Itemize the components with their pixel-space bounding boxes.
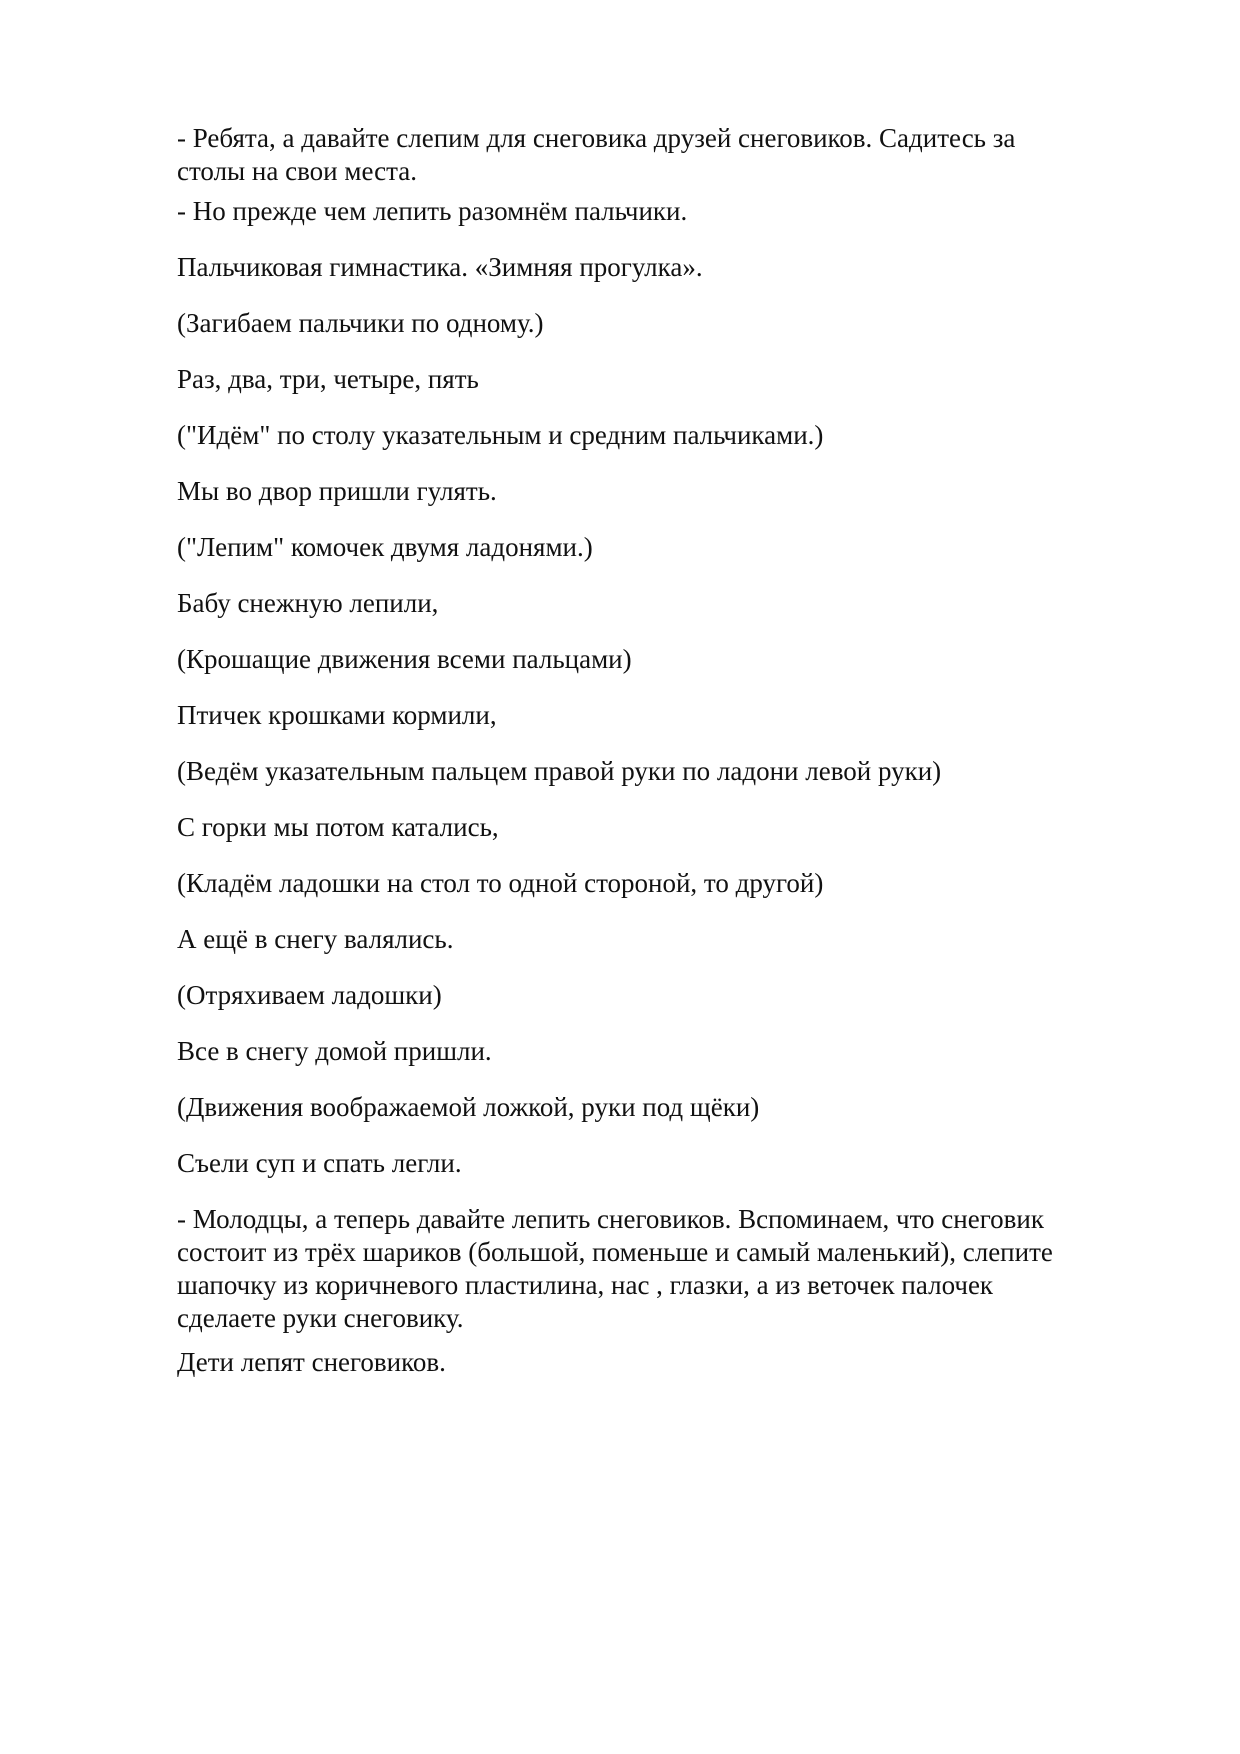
text-line: С горки мы потом катались, xyxy=(177,812,499,842)
text-line: (Крошащие движения всеми пальцами) xyxy=(177,644,632,674)
text-line: (Движения воображаемой ложкой, руки под щёки) xyxy=(177,1092,760,1122)
text-line: - Ребята, а давайте слепим для снеговика друзей снеговиков. Садитесь за xyxy=(177,123,1016,153)
paragraph-verse xyxy=(177,587,1137,620)
paragraph xyxy=(177,195,1137,228)
text-line: - Но прежде чем лепить разомнём пальчики. xyxy=(177,196,688,226)
text-line: А ещё в снегу валялись. xyxy=(177,924,454,954)
text-line: Бабу снежную лепили, xyxy=(177,588,439,618)
text-line: столы на свои места. xyxy=(177,156,417,186)
paragraph-intro xyxy=(177,122,1137,188)
text-line: (Загибаем пальчики по одному.) xyxy=(177,308,544,338)
paragraph-instruction xyxy=(177,755,1137,788)
text-line: - Молодцы, а теперь давайте лепить снеговиков. Вспоминаем, что снеговик xyxy=(177,1204,1044,1234)
paragraph-verse xyxy=(177,923,1137,956)
paragraph-verse xyxy=(177,363,1137,396)
paragraph-verse xyxy=(177,1035,1137,1068)
text-line: Съели суп и спать легли. xyxy=(177,1148,462,1178)
paragraph-task xyxy=(177,1203,1137,1335)
text-line: ("Лепим" комочек двумя ладонями.) xyxy=(177,532,593,562)
text-line: (Кладём ладошки на стол то одной стороной, то другой) xyxy=(177,868,824,898)
paragraph-closing xyxy=(177,1346,1137,1379)
paragraph-verse xyxy=(177,1147,1137,1180)
paragraph-instruction xyxy=(177,419,1137,452)
paragraph-instruction xyxy=(177,307,1137,340)
text-line: сделаете руки снеговику. xyxy=(177,1303,464,1333)
text-line: ("Идём" по столу указательным и средним пальчиками.) xyxy=(177,420,824,450)
paragraph-instruction xyxy=(177,979,1137,1012)
text-line: Дети лепят снеговиков. xyxy=(177,1347,446,1377)
text-line: Все в снегу домой пришли. xyxy=(177,1036,492,1066)
paragraph-verse xyxy=(177,699,1137,732)
paragraph-verse xyxy=(177,811,1137,844)
text-line: (Отряхиваем ладошки) xyxy=(177,980,442,1010)
paragraph-instruction xyxy=(177,643,1137,676)
paragraph-heading xyxy=(177,251,1137,284)
paragraph-verse xyxy=(177,475,1137,508)
text-line: шапочку из коричневого пластилина, нас , глазки, а из веточек палочек xyxy=(177,1270,994,1300)
paragraph-instruction xyxy=(177,1091,1137,1124)
text-line: (Ведём указательным пальцем правой руки по ладони левой руки) xyxy=(177,756,942,786)
text-line: Мы во двор пришли гулять. xyxy=(177,476,497,506)
text-line: состоит из трёх шариков (большой, поменьше и самый маленький), слепите xyxy=(177,1237,1053,1267)
paragraph-instruction xyxy=(177,531,1137,564)
text-line: Раз, два, три, четыре, пять xyxy=(177,364,479,394)
text-line: Пальчиковая гимнастика. «Зимняя прогулка». xyxy=(177,252,703,282)
paragraph-instruction xyxy=(177,867,1137,900)
text-line: Птичек крошками кормили, xyxy=(177,700,497,730)
